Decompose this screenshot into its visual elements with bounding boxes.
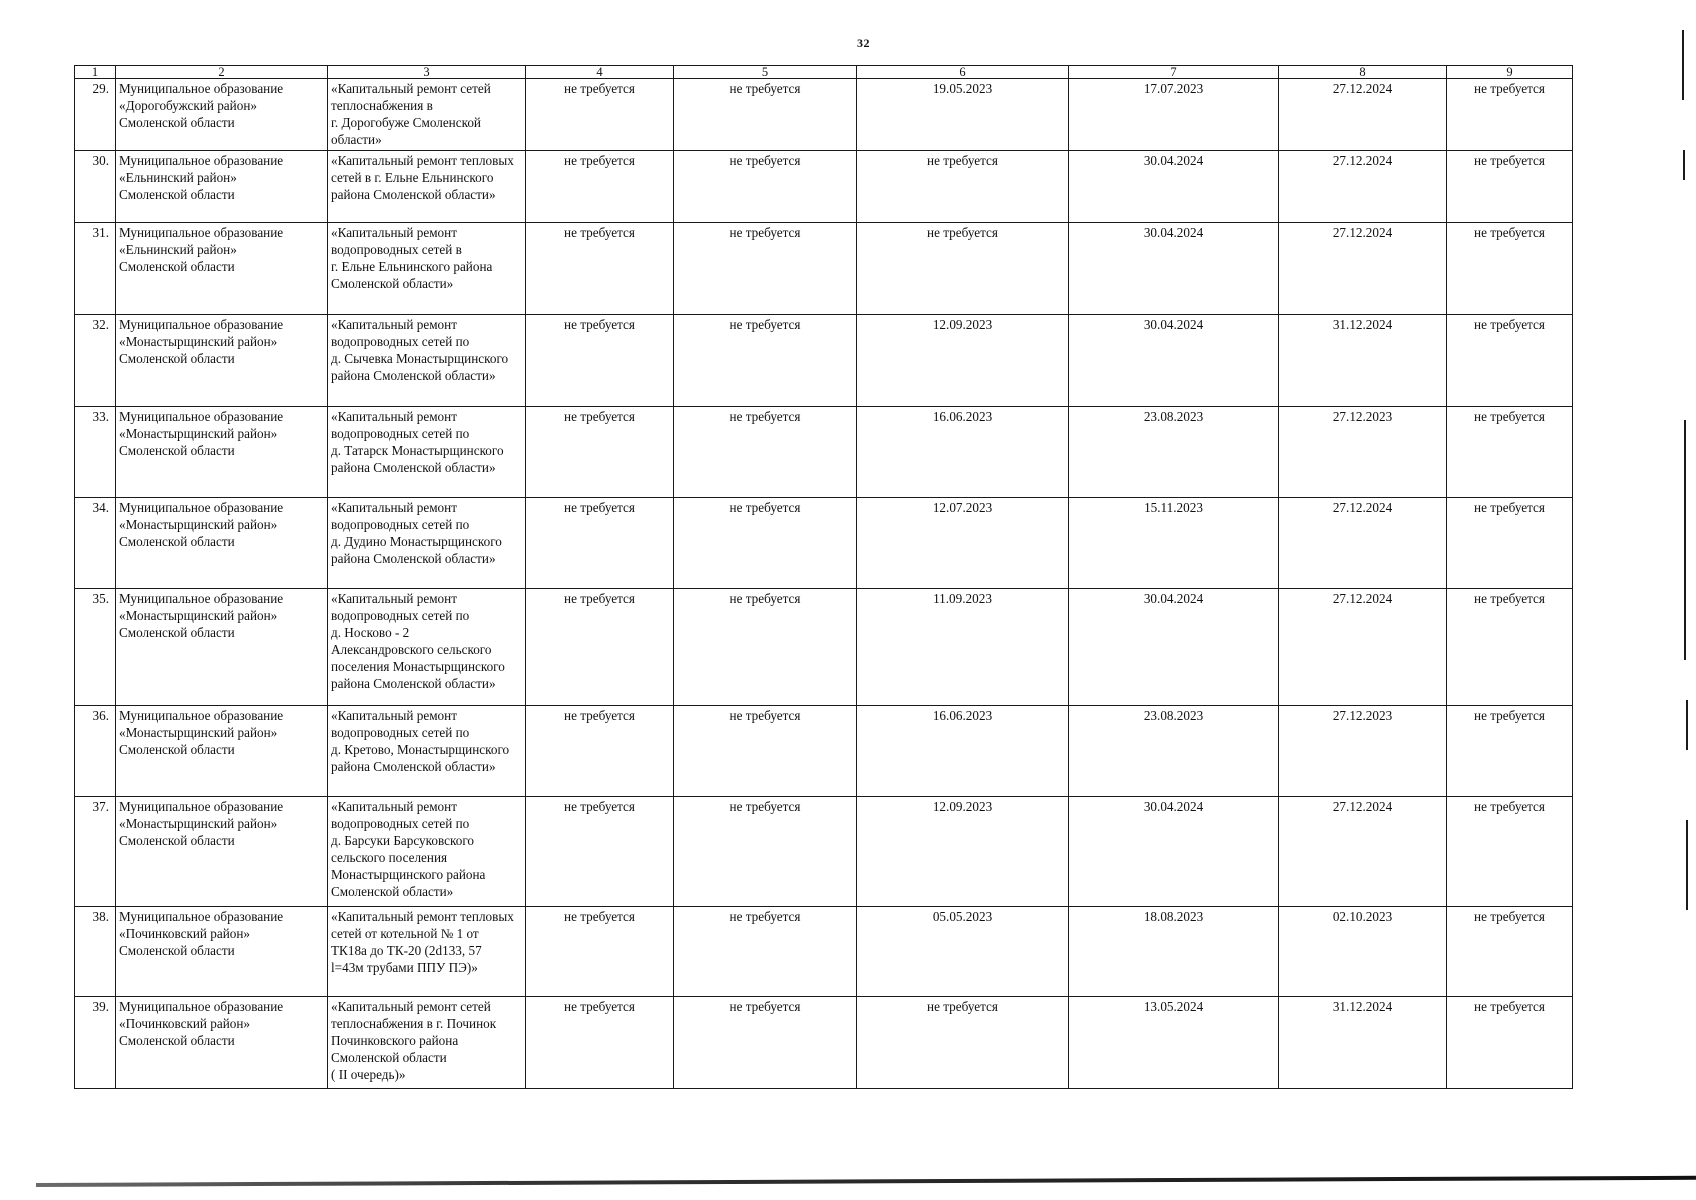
row-number: 36.	[75, 706, 116, 797]
col8-cell: 27.12.2024	[1279, 79, 1447, 151]
row-number: 33.	[75, 407, 116, 498]
row-number: 31.	[75, 223, 116, 315]
col9-cell: не требуется	[1447, 589, 1573, 706]
col4-cell: не требуется	[526, 907, 674, 997]
col6-cell: 05.05.2023	[857, 907, 1069, 997]
col8-cell: 27.12.2023	[1279, 706, 1447, 797]
table-container	[74, 65, 1572, 1089]
col7-cell: 15.11.2023	[1069, 498, 1279, 589]
col4-cell: не требуется	[526, 151, 674, 223]
table-row	[75, 151, 1573, 223]
col4-cell: не требуется	[526, 223, 674, 315]
col9-cell: не требуется	[1447, 79, 1573, 151]
table-row	[75, 315, 1573, 407]
table-row	[75, 907, 1573, 997]
project-cell: «Капитальный ремонт водопроводных сетей по д. Дудино Монастырщинского района Смоленской области»	[328, 498, 526, 589]
col6-cell: 12.07.2023	[857, 498, 1069, 589]
col4-cell: не требуется	[526, 706, 674, 797]
col9-cell: не требуется	[1447, 498, 1573, 589]
col5-cell: не требуется	[674, 907, 857, 997]
col4-cell: не требуется	[526, 797, 674, 907]
col5-cell: не требуется	[674, 151, 857, 223]
col5-cell: не требуется	[674, 797, 857, 907]
row-number: 32.	[75, 315, 116, 407]
project-cell: «Капитальный ремонт водопроводных сетей по д. Кретово, Монастырщинского района Смоленской области»	[328, 706, 526, 797]
col7-cell: 23.08.2023	[1069, 407, 1279, 498]
row-number: 29.	[75, 79, 116, 151]
project-cell: «Капитальный ремонт тепловых сетей в г. Ельне Ельнинского района Смоленской области»	[328, 151, 526, 223]
project-cell: «Капитальный ремонт сетей теплоснабжения в г. Дорогобуже Смоленской области»	[328, 79, 526, 151]
column-header: 9	[1447, 66, 1573, 79]
col8-cell: 27.12.2023	[1279, 407, 1447, 498]
col5-cell: не требуется	[674, 997, 857, 1089]
col4-cell: не требуется	[526, 589, 674, 706]
col6-cell: 11.09.2023	[857, 589, 1069, 706]
col5-cell: не требуется	[674, 498, 857, 589]
col7-cell: 30.04.2024	[1069, 589, 1279, 706]
municipality-cell: Муниципальное образование «Монастырщинский район» Смоленской области	[116, 797, 328, 907]
col9-cell: не требуется	[1447, 706, 1573, 797]
project-cell: «Капитальный ремонт водопроводных сетей по д. Сычевка Монастырщинского района Смоленской области»	[328, 315, 526, 407]
col6-cell: не требуется	[857, 997, 1069, 1089]
header-row	[75, 66, 1573, 79]
table-row	[75, 706, 1573, 797]
col7-cell: 23.08.2023	[1069, 706, 1279, 797]
column-header: 7	[1069, 66, 1279, 79]
col8-cell: 27.12.2024	[1279, 589, 1447, 706]
municipality-cell: Муниципальное образование «Дорогобужский район» Смоленской области	[116, 79, 328, 151]
col7-cell: 30.04.2024	[1069, 151, 1279, 223]
col6-cell: 19.05.2023	[857, 79, 1069, 151]
col9-cell: не требуется	[1447, 407, 1573, 498]
col6-cell: 12.09.2023	[857, 315, 1069, 407]
municipality-cell: Муниципальное образование «Монастырщинский район» Смоленской области	[116, 589, 328, 706]
table-row	[75, 498, 1573, 589]
col9-cell: не требуется	[1447, 315, 1573, 407]
municipality-cell: Муниципальное образование «Монастырщинский район» Смоленской области	[116, 706, 328, 797]
municipality-cell: Муниципальное образование «Монастырщинский район» Смоленской области	[116, 407, 328, 498]
col8-cell: 31.12.2024	[1279, 997, 1447, 1089]
project-cell: «Капитальный ремонт сетей теплоснабжения в г. Починок Починковского района Смоленской области ( II очередь)»	[328, 997, 526, 1089]
scan-edge-mark	[1686, 820, 1688, 910]
col6-cell: 16.06.2023	[857, 706, 1069, 797]
project-cell: «Капитальный ремонт водопроводных сетей в г. Ельне Ельнинского района Смоленской области»	[328, 223, 526, 315]
scan-edge-mark	[1682, 30, 1684, 100]
col9-cell: не требуется	[1447, 997, 1573, 1089]
column-header: 4	[526, 66, 674, 79]
col8-cell: 02.10.2023	[1279, 907, 1447, 997]
col5-cell: не требуется	[674, 706, 857, 797]
column-header: 6	[857, 66, 1069, 79]
col9-cell: не требуется	[1447, 797, 1573, 907]
col4-cell: не требуется	[526, 315, 674, 407]
table-row	[75, 223, 1573, 315]
column-header: 1	[75, 66, 116, 79]
col8-cell: 27.12.2024	[1279, 797, 1447, 907]
table-row	[75, 407, 1573, 498]
row-number: 38.	[75, 907, 116, 997]
col7-cell: 13.05.2024	[1069, 997, 1279, 1089]
municipality-cell: Муниципальное образование «Ельнинский район» Смоленской области	[116, 151, 328, 223]
col8-cell: 27.12.2024	[1279, 151, 1447, 223]
col4-cell: не требуется	[526, 79, 674, 151]
column-header: 5	[674, 66, 857, 79]
table-row	[75, 997, 1573, 1089]
project-cell: «Капитальный ремонт водопроводных сетей по д. Носково - 2 Александровского сельского поселения Монастырщинского района Смоленской области»	[328, 589, 526, 706]
col6-cell: не требуется	[857, 223, 1069, 315]
col6-cell: 12.09.2023	[857, 797, 1069, 907]
col7-cell: 17.07.2023	[1069, 79, 1279, 151]
column-header: 8	[1279, 66, 1447, 79]
col9-cell: не требуется	[1447, 907, 1573, 997]
col7-cell: 30.04.2024	[1069, 223, 1279, 315]
row-number: 30.	[75, 151, 116, 223]
col8-cell: 27.12.2024	[1279, 498, 1447, 589]
scan-bottom-rule	[36, 1176, 1696, 1187]
col8-cell: 27.12.2024	[1279, 223, 1447, 315]
row-number: 39.	[75, 997, 116, 1089]
col5-cell: не требуется	[674, 589, 857, 706]
col9-cell: не требуется	[1447, 151, 1573, 223]
col5-cell: не требуется	[674, 223, 857, 315]
col8-cell: 31.12.2024	[1279, 315, 1447, 407]
col7-cell: 30.04.2024	[1069, 315, 1279, 407]
municipality-cell: Муниципальное образование «Починковский район» Смоленской области	[116, 907, 328, 997]
col7-cell: 18.08.2023	[1069, 907, 1279, 997]
scan-edge-mark	[1683, 150, 1685, 180]
column-header: 2	[116, 66, 328, 79]
col5-cell: не требуется	[674, 79, 857, 151]
municipality-cell: Муниципальное образование «Монастырщинский район» Смоленской области	[116, 498, 328, 589]
row-number: 37.	[75, 797, 116, 907]
schedule-table	[74, 65, 1573, 1089]
table-row	[75, 797, 1573, 907]
project-cell: «Капитальный ремонт водопроводных сетей по д. Татарск Монастырщинского района Смоленской области»	[328, 407, 526, 498]
scan-edge-mark	[1684, 420, 1686, 660]
scan-edge-mark	[1686, 700, 1688, 750]
column-header: 3	[328, 66, 526, 79]
col6-cell: не требуется	[857, 151, 1069, 223]
table-row	[75, 79, 1573, 151]
table-row	[75, 589, 1573, 706]
municipality-cell: Муниципальное образование «Монастырщинский район» Смоленской области	[116, 315, 328, 407]
col5-cell: не требуется	[674, 315, 857, 407]
col4-cell: не требуется	[526, 407, 674, 498]
col9-cell: не требуется	[1447, 223, 1573, 315]
row-number: 35.	[75, 589, 116, 706]
col5-cell: не требуется	[674, 407, 857, 498]
municipality-cell: Муниципальное образование «Починковский район» Смоленской области	[116, 997, 328, 1089]
col7-cell: 30.04.2024	[1069, 797, 1279, 907]
page-number: 32	[857, 36, 870, 50]
col6-cell: 16.06.2023	[857, 407, 1069, 498]
project-cell: «Капитальный ремонт водопроводных сетей по д. Барсуки Барсуковского сельского поселения Монастырщинского района Смоленской области»	[328, 797, 526, 907]
project-cell: «Капитальный ремонт тепловых сетей от котельной № 1 от ТК18а до ТК-20 (2d133, 57 l=43м трубами ППУ ПЭ)»	[328, 907, 526, 997]
col4-cell: не требуется	[526, 498, 674, 589]
row-number: 34.	[75, 498, 116, 589]
municipality-cell: Муниципальное образование «Ельнинский район» Смоленской области	[116, 223, 328, 315]
col4-cell: не требуется	[526, 997, 674, 1089]
